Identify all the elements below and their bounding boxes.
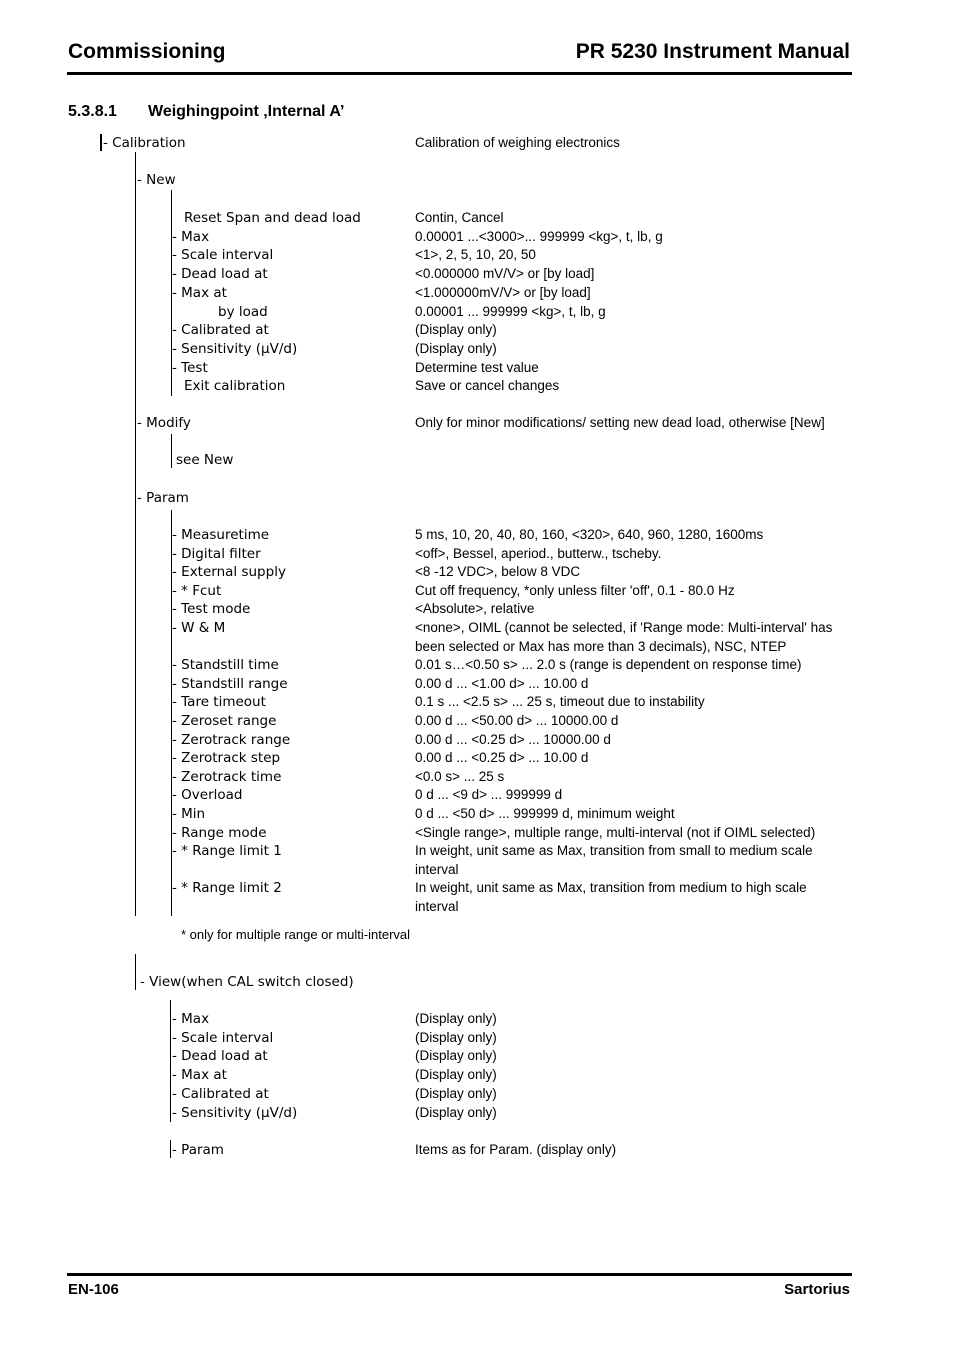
view-item-desc: (Display only) xyxy=(415,1048,497,1064)
param-item-label: - Range mode xyxy=(172,824,267,841)
param-item-label: - * Range limit 1 xyxy=(172,843,282,860)
modify-see-new: see New xyxy=(176,452,234,468)
modify-desc: Only for minor modifications/ setting new dead load, otherwise [New] xyxy=(415,415,825,430)
param-item-label: - Zerotrack range xyxy=(172,731,291,748)
tree-line-view-param xyxy=(170,1140,171,1158)
view-item-desc: (Display only) xyxy=(415,1085,497,1101)
view-item-label: - Max at xyxy=(172,1067,227,1084)
param-item-desc: Cut off frequency, *only unless filter 'off', 0.1 - 80.0 Hz xyxy=(415,582,735,598)
param-item-desc: <Single range>, multiple range, multi-interval (not if OIML selected) xyxy=(415,824,816,840)
calibration-desc: Calibration of weighing electronics xyxy=(415,135,620,150)
param-item-label: - Zeroset range xyxy=(172,713,277,729)
new-item-label: - Calibrated at xyxy=(172,322,269,339)
param-item-label: - Standstill time xyxy=(172,657,279,674)
view-item-label: - Max xyxy=(172,1011,210,1027)
param-item-label: - Min xyxy=(172,806,206,822)
section-heading xyxy=(68,103,344,121)
view-param-desc: Items as for Param. (display only) xyxy=(415,1142,617,1157)
new-item-desc: (Display only) xyxy=(415,322,497,338)
tree-line-view xyxy=(135,954,136,990)
param-item-label: - Tare timeout xyxy=(172,694,266,711)
param-item-desc: In weight, unit same as Max, transition from small to medium scale xyxy=(415,843,813,859)
calibration-label: - Calibration xyxy=(103,135,186,151)
param-item-desc: <Absolute>, relative xyxy=(415,601,535,617)
new-item-desc: (Display only) xyxy=(415,340,497,356)
param-item-desc: been selected or Max has more than 3 decimals), NSC, NTEP xyxy=(415,638,787,654)
param-item-label: - Zerotrack step xyxy=(172,750,281,767)
section-number: 5.3.8.1 xyxy=(68,103,117,120)
new-item-desc: <0.000000 mV/V> or [by load] xyxy=(415,266,595,282)
param-item-desc: 0.00 d ... <50.00 d> ... 10000.00 d xyxy=(415,713,619,728)
param-item-desc: 0.00 d ... <0.25 d> ... 10000.00 d xyxy=(415,731,611,747)
tree-line-modify-children xyxy=(171,434,172,468)
section-title: Weighingpoint ‚Internal A’ xyxy=(148,103,345,120)
param-item-label: - Measuretime xyxy=(172,527,270,543)
page-header-chapter: Commissioning xyxy=(68,40,226,63)
tree-line-calibration-children xyxy=(135,152,136,916)
param-item-desc: <off>, Bessel, aperiod., butterw., tscheby. xyxy=(415,545,662,561)
tree-line-calibration xyxy=(100,134,102,151)
param-item-desc: 0 d ... <9 d> ... 999999 d xyxy=(415,787,563,803)
new-item-label: Reset Span and dead load xyxy=(184,210,361,226)
new-item-desc: 0.00001 ... 999999 <kg>, t, lb, g xyxy=(415,303,606,319)
footer-rule xyxy=(67,1273,852,1276)
new-item-desc: <1>, 2, 5, 10, 20, 50 xyxy=(415,247,536,263)
new-item-label: - Scale interval xyxy=(172,247,274,264)
param-item-desc: 0.00 d ... <0.25 d> ... 10.00 d xyxy=(415,750,589,766)
view-item-label: - Sensitivity (µV/d) xyxy=(172,1104,298,1121)
page-header-manual-title: PR 5230 Instrument Manual xyxy=(575,40,850,63)
new-item-label: - Dead load at xyxy=(172,266,268,283)
new-item-label: by load xyxy=(218,303,268,320)
param-item-desc: 5 ms, 10, 20, 40, 80, 160, <320>, 640, 960, 1280, 1600ms xyxy=(415,527,764,542)
param-item-label: - W & M xyxy=(172,620,226,636)
param-item-desc: 0.1 s ... <2.5 s> ... 25 s, timeout due to instability xyxy=(415,694,705,710)
param-item-label: - External supply xyxy=(172,564,286,581)
modify-label: - Modify xyxy=(137,415,191,431)
param-item-label: - Test mode xyxy=(172,601,251,618)
new-item-label: - Max xyxy=(172,228,210,245)
new-item-label: - Test xyxy=(172,359,208,376)
param-item-label: - Digital filter xyxy=(172,545,261,562)
param-item-label: - Zerotrack time xyxy=(172,768,282,785)
tree-line-view-children xyxy=(170,1000,171,1122)
view-item-label: - Calibrated at xyxy=(172,1085,269,1102)
new-item-desc: Contin, Cancel xyxy=(415,210,504,225)
new-item-desc: <1.000000mV/V> or [by load] xyxy=(415,284,591,300)
page-number: EN-106 xyxy=(68,1281,119,1298)
header-rule xyxy=(67,72,852,75)
view-item-desc: (Display only) xyxy=(415,1104,497,1120)
new-item-label: Exit calibration xyxy=(184,378,286,395)
footer-company: Sartorius xyxy=(784,1281,850,1298)
view-item-desc: (Display only) xyxy=(415,1067,497,1083)
view-item-desc: (Display only) xyxy=(415,1011,497,1026)
new-label: - New xyxy=(137,172,176,188)
param-item-desc: <none>, OIML (cannot be selected, if 'Range mode: Multi-interval' has xyxy=(415,620,833,635)
param-item-label: - Standstill range xyxy=(172,675,288,692)
param-footnote: * only for multiple range or multi-interval xyxy=(181,927,411,942)
new-item-label: - Max at xyxy=(172,284,227,301)
param-item-desc: 0.00 d ... <1.00 d> ... 10.00 d xyxy=(415,675,589,691)
view-param-label: - Param xyxy=(172,1142,224,1158)
new-item-desc: 0.00001 ...<3000>... 999999 <kg>, t, lb, g xyxy=(415,228,663,244)
param-item-label: - * Range limit 2 xyxy=(172,880,282,897)
param-item-desc: 0 d ... <50 d> ... 999999 d, minimum weight xyxy=(415,806,675,821)
param-item-desc: <0.0 s> ... 25 s xyxy=(415,768,505,784)
new-item-label: - Sensitivity (µV/d) xyxy=(172,340,298,357)
view-item-label: - Dead load at xyxy=(172,1048,268,1065)
new-item-desc: Determine test value xyxy=(415,359,539,375)
param-label: - Param xyxy=(137,490,189,506)
view-item-desc: (Display only) xyxy=(415,1029,497,1045)
param-item-label: - Overload xyxy=(172,787,243,804)
param-item-desc: interval xyxy=(415,861,459,877)
param-item-desc: 0.01 s…<0.50 s> ... 2.0 s (range is dependent on response time) xyxy=(415,657,802,673)
param-item-desc: <8 -12 VDC>, below 8 VDC xyxy=(415,564,581,580)
view-item-label: - Scale interval xyxy=(172,1029,274,1046)
param-item-desc: interval xyxy=(415,899,459,914)
param-item-desc: In weight, unit same as Max, transition from medium to high scale xyxy=(415,880,807,896)
view-label: - View(when CAL switch closed) xyxy=(140,974,354,990)
param-item-label: - * Fcut xyxy=(172,582,222,599)
new-item-desc: Save or cancel changes xyxy=(415,378,560,394)
